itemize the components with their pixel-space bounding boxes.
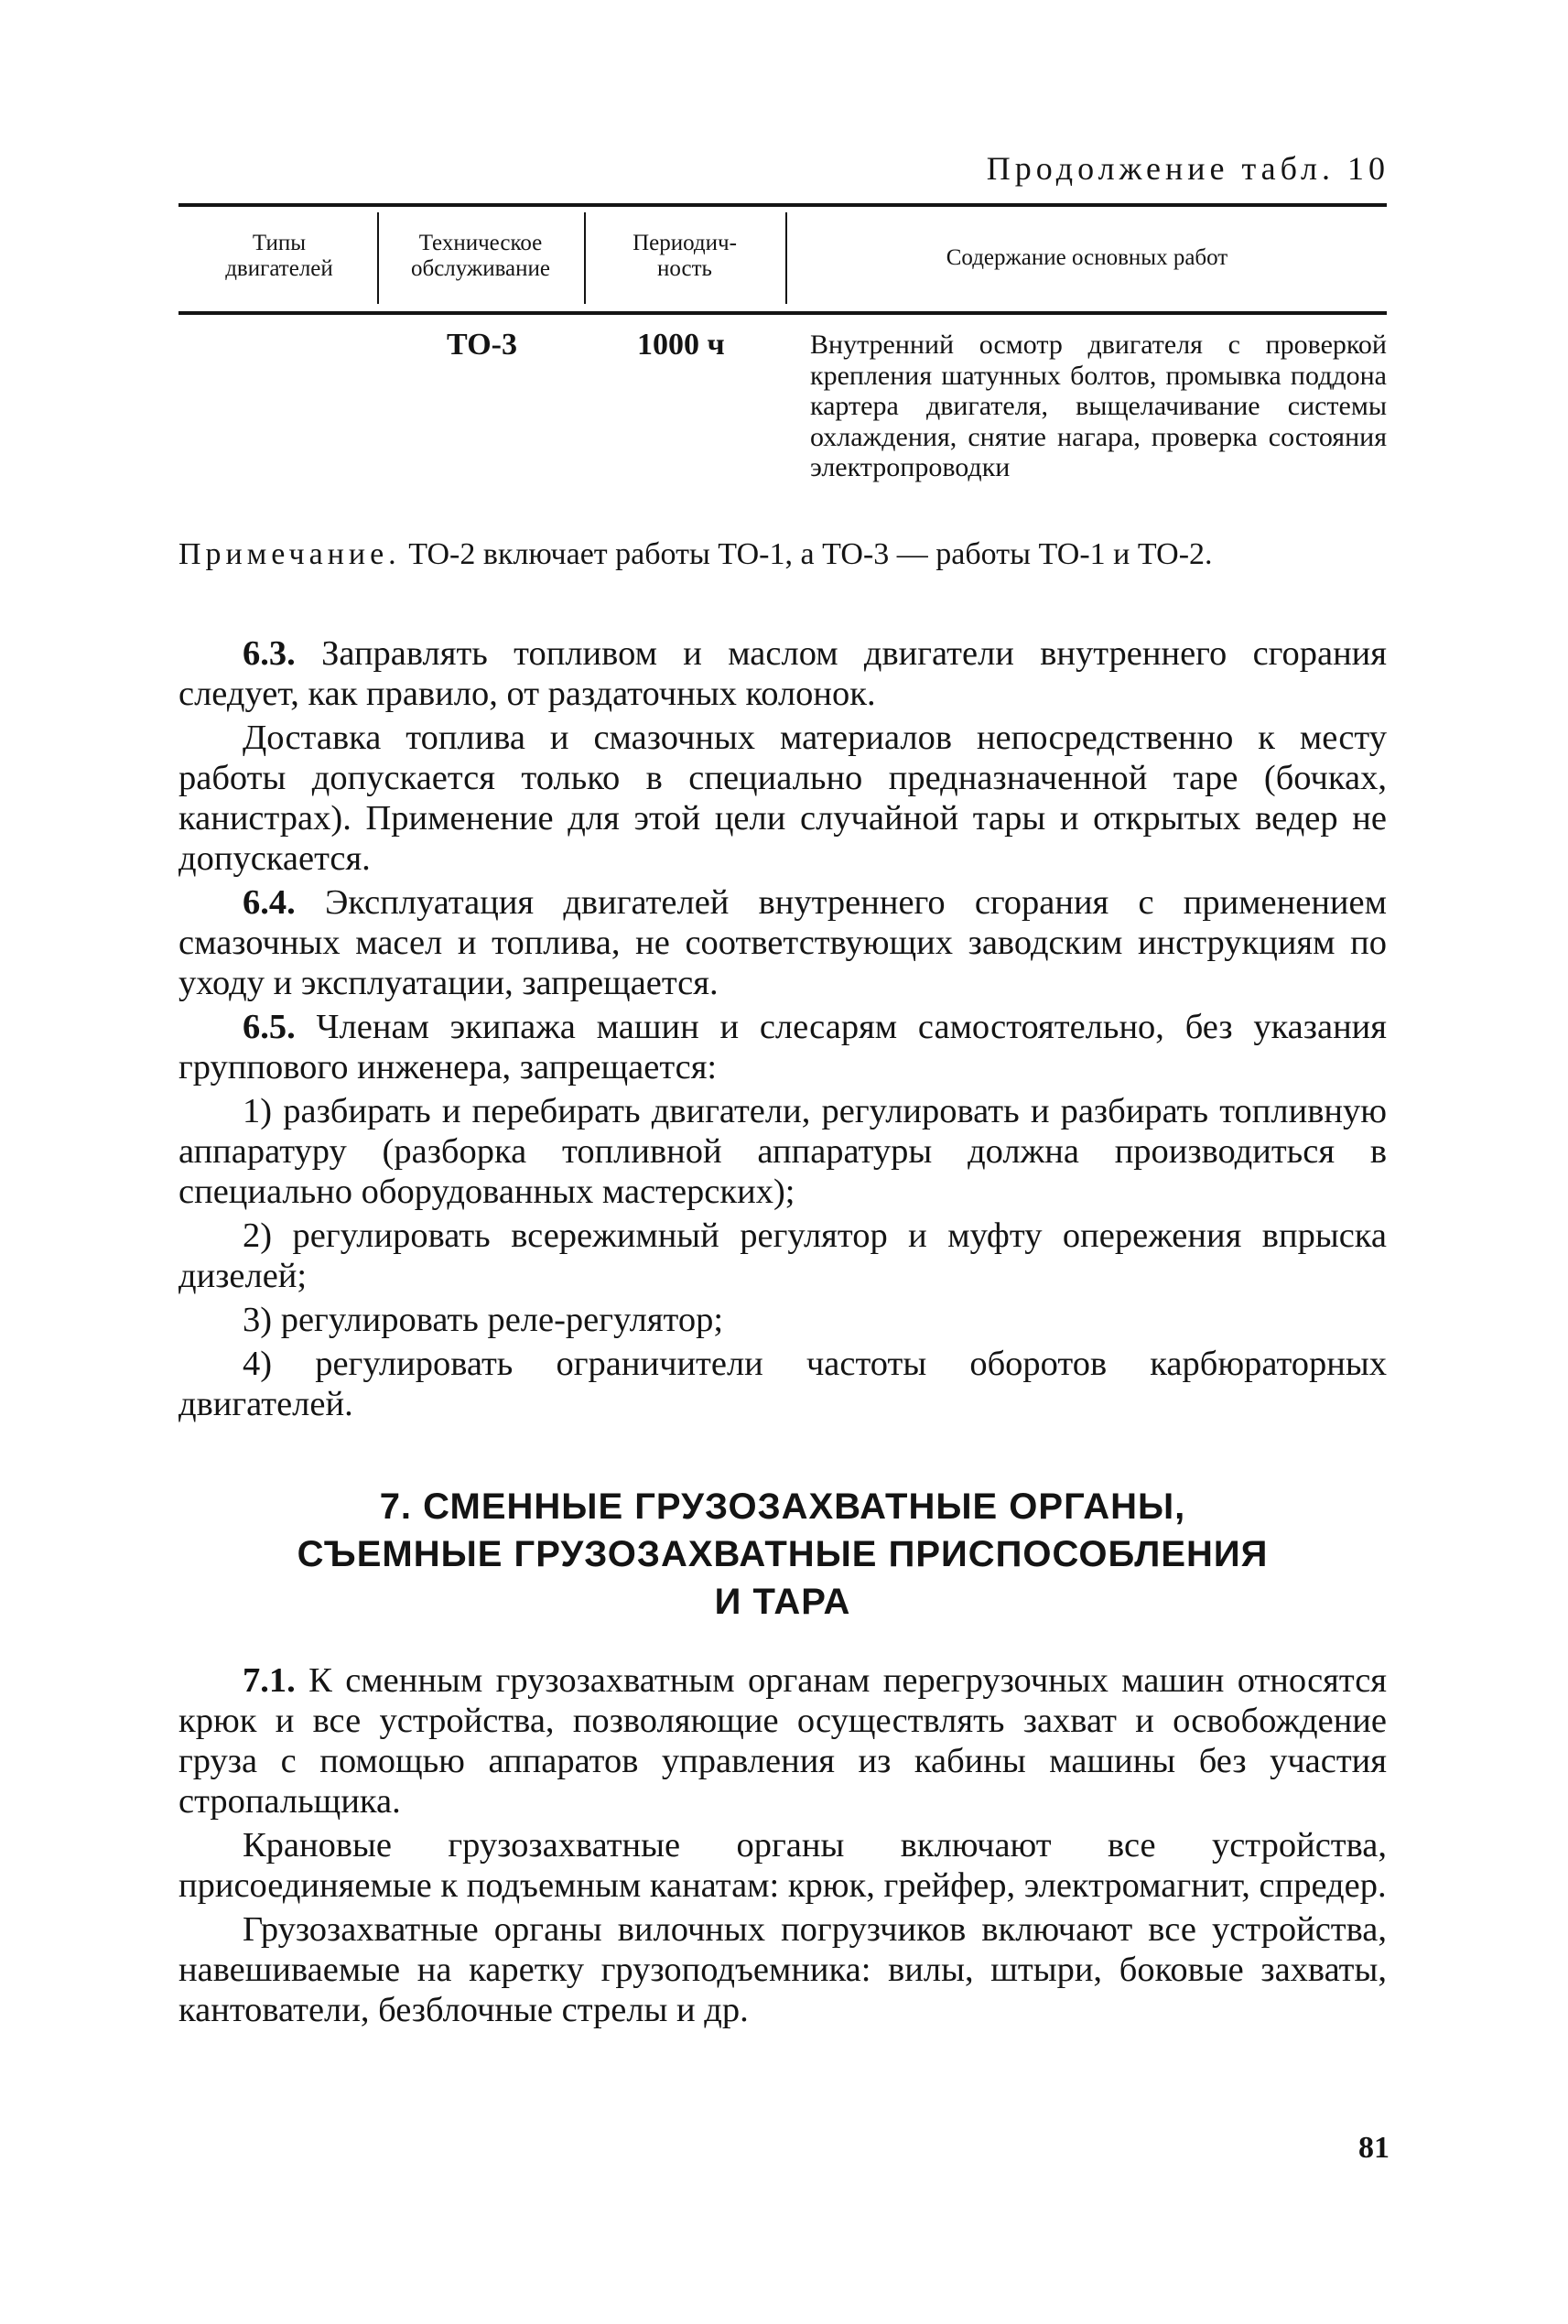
section-7-text bbox=[178, 1657, 1387, 2030]
paragraph: Грузозахватные органы вилочных погрузчиков включают все устройства, навешиваемые на каретку грузоподъемника: вилы, штыри, боковые захваты, кантователи, безблочные стрелы и др. bbox=[178, 1910, 1387, 2029]
section-6-text bbox=[178, 630, 1387, 1424]
cell-maintenance: ТО-3 bbox=[447, 328, 517, 362]
header-engine-types: Типы двигателей bbox=[225, 231, 333, 281]
table-top-rule bbox=[178, 203, 1387, 207]
table-continuation-label: Продолжение табл. 10 bbox=[986, 150, 1390, 187]
paragraph: 6.4. Эксплуатация двигателей внутреннего сгорания с применением смазочных масел и топлива, не соответствующих заводским инструкциям по уходу и эксплуатации, запрещается. bbox=[178, 883, 1387, 1002]
paragraph: 7.1. К сменным грузозахватным органам перегрузочных машин относятся крюк и все устройства, позволяющие осуществлять захват и освобождение груза с помощью аппаратов управления из кабины машины без участия стропальщика. bbox=[178, 1661, 1387, 1821]
page-number: 81 bbox=[1358, 2131, 1390, 2165]
header-contents: Содержание основных работ bbox=[946, 245, 1228, 270]
table-note bbox=[178, 538, 1387, 571]
cell-contents: Внутренний осмотр двигателя с проверкой крепления шатунных болтов, промывка поддона картера двигателя, выщелачивание системы охлаждения, снятие нагара, проверка состояния электропроводки bbox=[810, 330, 1387, 482]
list-item: 3) регулировать реле-регулятор; bbox=[243, 1301, 724, 1339]
paragraph: 6.3. Заправлять топливом и маслом двигатели внутреннего сгорания следует, как правило, от раздаточных колонок. bbox=[178, 634, 1387, 713]
header-maintenance: Техническое обслуживание bbox=[410, 231, 551, 281]
section-7-heading: 7. СМЕННЫЕ ГРУЗОЗАХВАТНЫЕ ОРГАНЫ, СЪЕМНЫЕ ГРУЗОЗАХВАТНЫЕ ПРИСПОСОБЛЕНИЯ И ТАРА bbox=[297, 1486, 1269, 1622]
paragraph: Крановые грузозахватные органы включают все устройства, присоединяемые к подъемным канатам: крюк, грейфер, электромагнит, спредер. bbox=[178, 1826, 1387, 1905]
list-item: 2) регулировать всережимный регулятор и муфту опережения впрыска дизелей; bbox=[178, 1216, 1387, 1295]
note-label: Примечание. bbox=[178, 537, 401, 571]
header-periodicity: Периодич- ность bbox=[633, 231, 737, 281]
note-text: ТО-2 включает работы ТО-1, а ТО-3 — работы ТО-1 и ТО-2. bbox=[400, 537, 1213, 571]
list-item: 1) разбирать и перебирать двигатели, регулировать и разбирать топливную аппаратуру (разборка топливной аппаратуры должна производиться в специально оборудованных мастерских); bbox=[178, 1092, 1387, 1211]
list-item: 4) регулировать ограничители частоты оборотов карбюраторных двигателей. bbox=[178, 1345, 1387, 1423]
paragraph: Доставка топлива и смазочных материалов непосредственно к месту работы допускается только в специально предназначенной таре (бочках, канистрах). Применение для этой цели случайной тары и открытых ведер не допускается. bbox=[178, 719, 1387, 878]
cell-periodicity: 1000 ч bbox=[637, 328, 725, 362]
table-header-rule bbox=[178, 311, 1387, 315]
paragraph: 6.5. Членам экипажа машин и слесарям самостоятельно, без указания группового инженера, запрещается: bbox=[178, 1008, 1387, 1086]
